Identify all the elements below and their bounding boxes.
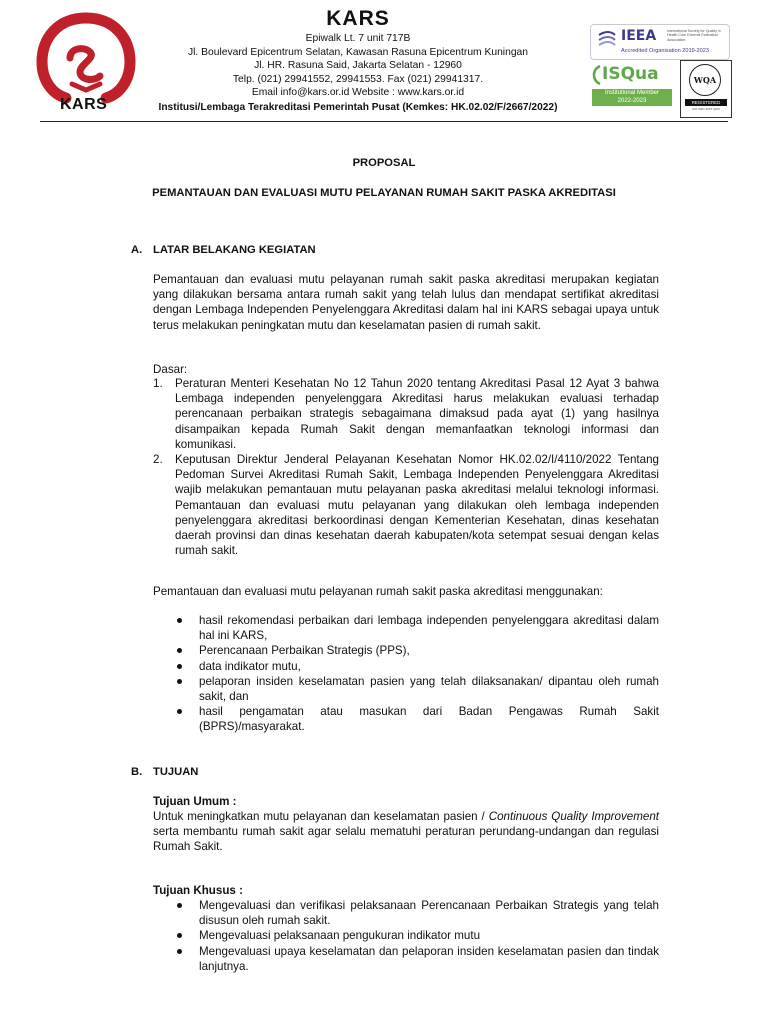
ieea-badge bbox=[590, 24, 730, 60]
isqua-swoosh-icon bbox=[590, 64, 602, 86]
document-title: PROPOSAL bbox=[352, 157, 416, 169]
section-a-intro bbox=[153, 272, 659, 333]
section-letter: B. bbox=[131, 766, 143, 778]
isqua-member-line: Institutional Member bbox=[604, 90, 660, 96]
dasar-list bbox=[153, 376, 659, 558]
list-item: Mengevaluasi upaya keselamatan dan pelaporan insiden keselamatan pasien dan tindak lanjutnya. bbox=[153, 944, 659, 974]
letterhead bbox=[0, 0, 768, 124]
list-item: Perencanaan Perbaikan Strategis (PPS), bbox=[153, 643, 659, 658]
isqua-badge bbox=[590, 64, 676, 108]
list-number: 2. bbox=[153, 453, 163, 467]
ieea-name: IEEA bbox=[621, 28, 657, 44]
list-text: Keputusan Direktur Jenderal Pelayanan Kesehatan Nomor HK.02.02/I/4110/2022 Tentang Pedoman Survei Akreditasi Rumah Sakit, Lembaga Independen Penyelenggara Akreditasi wajib melakukan pemantauan mutu pelayanan paska akreditasi melalui teknologi informasi. Pemantauan dan evaluasi mutu pelayanan yang dilakukan oleh lembaga independen penyelenggara akreditasi berkoordinasi dengan Kementerian Kesehatan, dinas kesehatan daerah provinsi dan dinas kesehatan daerah kabupaten/kota setempat sesuai dengan kelas rumah sakit. bbox=[175, 453, 659, 558]
list-item: Mengevaluasi pelaksanaan pengukuran indikator mutu bbox=[153, 928, 659, 943]
tujuan-khusus-label: Tujuan Khusus : bbox=[153, 884, 243, 897]
isqua-name: ISQua bbox=[602, 64, 659, 84]
isqua-member-years: 2022-2023 bbox=[617, 98, 647, 104]
ieea-mark-icon bbox=[597, 29, 617, 51]
institution-line: Institusi/Lembaga Terakreditasi Pemerintah Pusat (Kemkes: HK.02.02/F/2667/2022) bbox=[158, 101, 558, 113]
ieea-small-text: International Society for Quality in Health Care External Evaluation Association bbox=[667, 29, 721, 42]
wqa-name: WQA bbox=[689, 64, 721, 96]
wqa-registered: REGISTERED bbox=[685, 99, 727, 106]
dasar-label: Dasar: bbox=[153, 363, 188, 376]
tujuan-khusus-list bbox=[153, 898, 659, 974]
list-item: data indikator mutu, bbox=[153, 659, 659, 674]
list-number: 1. bbox=[153, 377, 163, 390]
address-line: Jl. Boulevard Epicentrum Selatan, Kawasan Rasuna Epicentrum Kuningan bbox=[188, 46, 528, 58]
address-line: Jl. HR. Rasuna Said, Jakarta Selatan - 12960 bbox=[254, 60, 462, 72]
list-text: Peraturan Menteri Kesehatan No 12 Tahun 2020 tentang Akreditasi Pasal 12 Ayat 3 bahwa Lembaga independen penyelenggara Akreditasi harus melakukan evaluasi terhadap perencanaan perbaikan strategis sebagaimana dimaksud pada ayat (1) yang hasilnya disampaikan kepada Rumah Sakit dengan memanfaatkan teknologi informasi dan komunikasi. bbox=[175, 377, 659, 451]
header-divider bbox=[40, 121, 728, 122]
ieea-accreditation: Accredited Organisation 2019-2023 bbox=[621, 48, 710, 54]
list-item: hasil rekomendasi perbaikan dari lembaga independen penyelenggara akreditasi dalam hal ini KARS, bbox=[153, 613, 659, 643]
org-name: KARS bbox=[326, 7, 390, 30]
tujuan-umum-text bbox=[153, 809, 659, 855]
list-item bbox=[153, 376, 659, 452]
wqa-small-text: ISO 9001:2015 QMS bbox=[692, 107, 720, 111]
paragraph: Pemantauan dan evaluasi mutu pelayanan rumah sakit paska akreditasi merupakan kegiatan yang dilakukan bersama antara rumah sakit yang telah lulus dan mendapat sertifikat akreditasi dengan Lembaga Independen Penyelenggara Akreditasi dalam hal ini KARS sebagai upaya untuk terus melakukan peningkatan mutu dan keselamatan pasien di rumah sakit. bbox=[153, 273, 659, 332]
text-run: Untuk meningkatkan mutu pelayanan dan keselamatan pasien / bbox=[153, 810, 489, 823]
text-run-italic: Continuous Quality Improvement bbox=[488, 810, 659, 823]
contact-line: Email info@kars.or.id Website : www.kars.or.id bbox=[251, 87, 465, 99]
section-title: TUJUAN bbox=[153, 766, 199, 778]
phone-line: Telp. (021) 29941552, 29941553. Fax (021) 29941317. bbox=[232, 73, 484, 85]
isqua-member-box bbox=[592, 89, 672, 106]
tujuan-umum-label: Tujuan Umum : bbox=[153, 795, 237, 808]
list-item: pelaporan insiden keselamatan pasien yang telah dilaksanakan/ dipantau oleh rumah sakit, dan bbox=[153, 674, 659, 704]
paragraph bbox=[153, 809, 659, 855]
document-subtitle: PEMANTAUAN DAN EVALUASI MUTU PELAYANAN RUMAH SAKIT PASKA AKREDITASI bbox=[152, 187, 616, 199]
uses-intro bbox=[153, 584, 659, 599]
list-item: hasil pengamatan atau masukan dari Badan Pengawas Rumah Sakit (BPRS)/masyarakat. bbox=[153, 704, 659, 734]
list-item bbox=[153, 452, 659, 558]
paragraph: Pemantauan dan evaluasi mutu pelayanan rumah sakit paska akreditasi menggunakan: bbox=[153, 585, 603, 598]
section-title: LATAR BELAKANG KEGIATAN bbox=[153, 244, 316, 256]
uses-list bbox=[153, 613, 659, 735]
list-item: Mengevaluasi dan verifikasi pelaksanaan Perencanaan Perbaikan Strategis yang telah disusun oleh rumah sakit. bbox=[153, 898, 659, 928]
section-a-heading bbox=[131, 243, 316, 258]
wqa-badge bbox=[680, 60, 732, 118]
organization-info bbox=[148, 6, 568, 115]
address-line: Epiwalk Lt. 7 unit 717B bbox=[305, 33, 411, 44]
text-run: serta membantu rumah sakit agar selalu mematuhi peraturan perundang-undangan dan regulasi Rumah Sakit. bbox=[153, 825, 659, 854]
logo-caption: KARS bbox=[60, 96, 108, 113]
section-b-heading bbox=[131, 765, 198, 780]
section-letter: A. bbox=[131, 244, 143, 256]
